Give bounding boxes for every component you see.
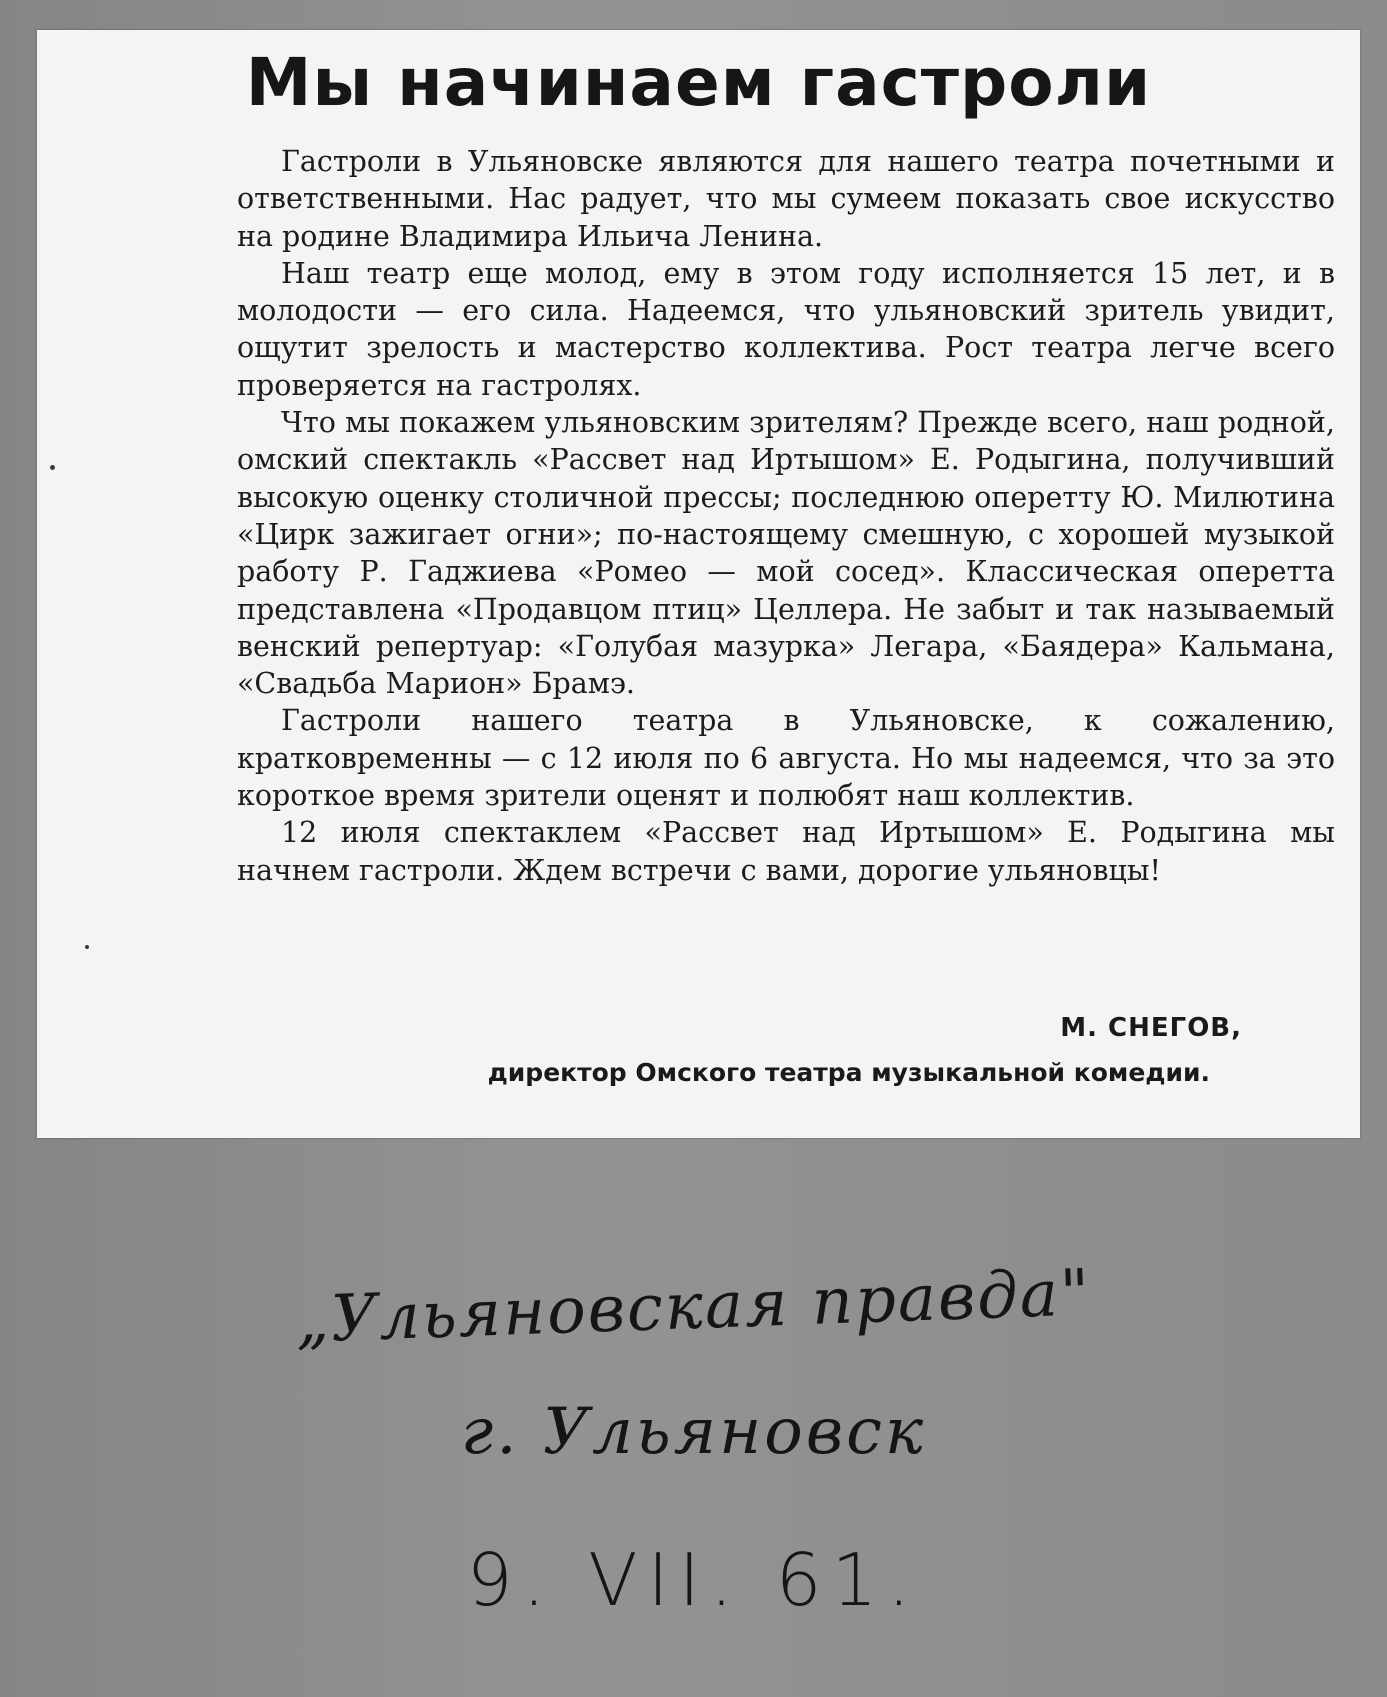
article-paragraph: Гастроли в Ульяновске являются для нашего театра почетными и ответственными. Нас радует, что мы сумеем показать свое искусство на родине Владимира Ильича Ленина.: [237, 145, 1335, 253]
author-name: М. СНЕГОВ,: [1060, 1013, 1242, 1043]
article-body: [237, 143, 1335, 889]
article-paragraph: Наш театр еще молод, ему в этом году исполняется 15 лет, и в молодости — его сила. Надеемся, что ульяновский зритель увидит, ощутит зрелость и мастерство коллектива. Рост театра легче всего проверяется на гастролях.: [237, 256, 1335, 402]
article-paragraph: Что мы покажем ульяновским зрителям? Прежде всего, наш родной, омский спектакль «Рассвет над Иртышом» Е. Родыгина, получивший высокую оценку столичной прессы; последнюю оперетту Ю. Милютина «Цирк зажигает огни»; по-настоящему смешную, с хорошей музыкой работу Р. Гаджиева «Ромео — мой сосед». Классическая оперетта представлена «Продавцом птиц» Целлера. Не забыт и так называемый венский репертуар: «Голубая мазурка» Легара, «Баядера» Кальмана, «Свадьба Марион» Брамэ.: [237, 406, 1335, 701]
author-title: директор Омского театра музыкальной комедии.: [487, 1058, 1210, 1087]
newspaper-clipping: [37, 30, 1360, 1138]
handwritten-date-note: 9. VII. 61.: [466, 1538, 921, 1622]
paper-speck: [85, 945, 89, 949]
article-headline: Мы начинаем гастроли: [245, 44, 1152, 121]
paper-speck: [50, 465, 55, 470]
article-paragraph: 12 июля спектаклем «Рассвет над Иртышом» Е. Родыгина мы начнем гастроли. Ждем встречи с вами, дорогие ульяновцы!: [237, 816, 1335, 887]
article-paragraph: Гастроли нашего театра в Ульяновске, к сожалению, кратковременны — с 12 июля по 6 августа. Но мы надеемся, что за это короткое время зрители оценят и полюбят наш коллектив.: [237, 704, 1335, 813]
handwritten-source-note: „Ульяновская правда": [294, 1256, 1093, 1358]
handwritten-city-note: г. Ульяновск: [460, 1395, 927, 1469]
